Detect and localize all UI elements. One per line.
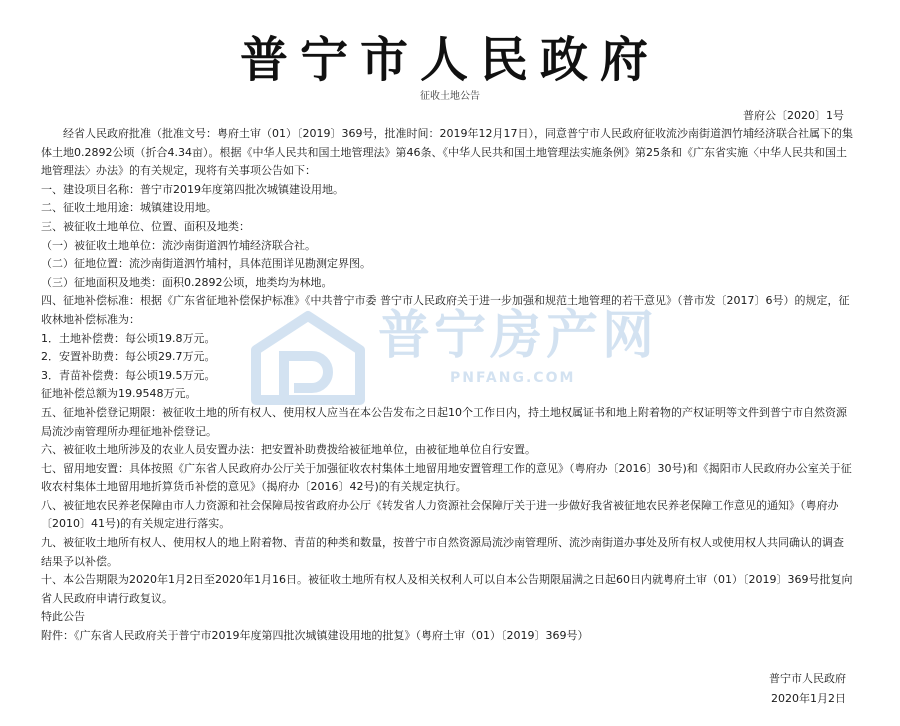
notice-body xyxy=(41,125,853,646)
item-3-1-unit: （一）被征收土地单位：流沙南街道泗竹埔经济联合社。 xyxy=(41,238,316,252)
attachment-line: 附件：《广东省人民政府关于普宁市2019年度第四批次城镇建设用地的批复》（粤府土审（01）〔2019〕369号） xyxy=(41,629,589,643)
watermark-text: 普宁房产网 xyxy=(378,306,659,366)
compensation-land: 1．土地补偿费：每公顷19.8万元。 xyxy=(41,331,216,345)
document-number: 普府公〔2020〕1号 xyxy=(743,109,844,122)
signature-date: 2020年1月2日 xyxy=(771,692,846,705)
item-10-period: 十、本公告期限为2020年1月2日至2020年1月16日。被征收土地所有权人及相关权利人可以自本公告期限届满之日起60日内就粤府土审（01）〔2019〕369号批复向省人民政府申请行政复议。 xyxy=(41,573,853,605)
item-4-compensation-standard: 四、征地补偿标准：根据《广东省征地补偿保护标准》《中共普宁市委 普宁市人民政府关于进一步加强和规范土地管理的若干意见》（普市发〔2017〕6号）的规定，征收林地补偿标准为： xyxy=(41,294,850,326)
item-7-reserved-land: 七、留用地安置：具体按照《广东省人民政府办公厅关于加强征收农村集体土地留用地安置管理工作的意见》（粤府办〔2016〕30号)和《揭阳市人民政府办公室关于征收农村集体土地留用地折算货币补偿的意见》（揭府办〔2016〕42号)的有关规定执行。 xyxy=(41,461,852,494)
item-1-project-name: 一、建设项目名称：普宁市2019年度第四批次城镇建设用地。 xyxy=(41,182,344,196)
government-title: 普宁市人民政府 xyxy=(239,32,660,88)
notice-subtitle: 征收土地公告 xyxy=(420,91,480,102)
compensation-crops: 3．青苗补偿费：每公顷19.5万元。 xyxy=(41,368,216,382)
item-3-2-location: （二）征地位置：流沙南街道泗竹埔村，具体范围详见勘测定界图。 xyxy=(41,257,371,271)
item-8-pension: 八、被征地农民养老保障由市人力资源和社会保障局按省政府办公厅《转发省人力资源社会保障厅关于进一步做好我省被征地农民养老保障工作意见的通知》（粤府办〔2010〕41号)的有关规定进行落实。 xyxy=(41,498,839,531)
item-3-3-area: （三）征地面积及地类：面积0.2892公顷，地类均为林地。 xyxy=(41,275,333,289)
item-5-registration: 五、征地补偿登记期限：被征收土地的所有权人、使用权人应当在本公告发布之日起10个工作日内，持土地权属证书和地上附着物的产权证明等文件到普宁市自然资源局流沙南管理所办理征地补偿登记。 xyxy=(41,405,847,438)
item-9-attachments: 九、被征收土地所有权人、使用权人的地上附着物、青苗的种类和数量，按普宁市自然资源局流沙南管理所、流沙南街道办事处及所有权人或使用权人共同确认的调查结果予以补偿。 xyxy=(41,536,844,568)
closing-phrase: 特此公告 xyxy=(41,610,85,624)
item-2-land-use: 二、征收土地用途：城镇建设用地。 xyxy=(41,201,217,215)
signature-org: 普宁市人民政府 xyxy=(769,672,846,685)
item-6-resettlement: 六、被征收土地所涉及的农业人员安置办法：把安置补助费拨给被征地单位，由被征地单位自行安置。 xyxy=(41,443,536,457)
item-3-heading: 三、被征收土地单位、位置、面积及地类： xyxy=(41,219,250,233)
compensation-resettlement: 2．安置补助费：每公顷29.7万元。 xyxy=(41,350,216,364)
intro-paragraph: 经省人民政府批准（批准文号：粤府土审（01）〔2019〕369号，批准时间：2019年12月17日），同意普宁市人民政府征收流沙南街道泗竹埔经济联合社属下的集体土地0.2892公顷（折合4.34亩）。根据《中华人民共和国土地管理法》第46条、《中华人民共和国土地管理法实施条例》第25条和《广东省实施〈中华人民共和国土地管理法〉办法》的有关规定，现将有关事项公告如下： xyxy=(41,127,853,178)
signature-block xyxy=(769,669,846,709)
watermark-subtext: PNFANG.COM xyxy=(450,370,576,386)
compensation-total: 征地补偿总额为19.9548万元。 xyxy=(41,387,197,401)
